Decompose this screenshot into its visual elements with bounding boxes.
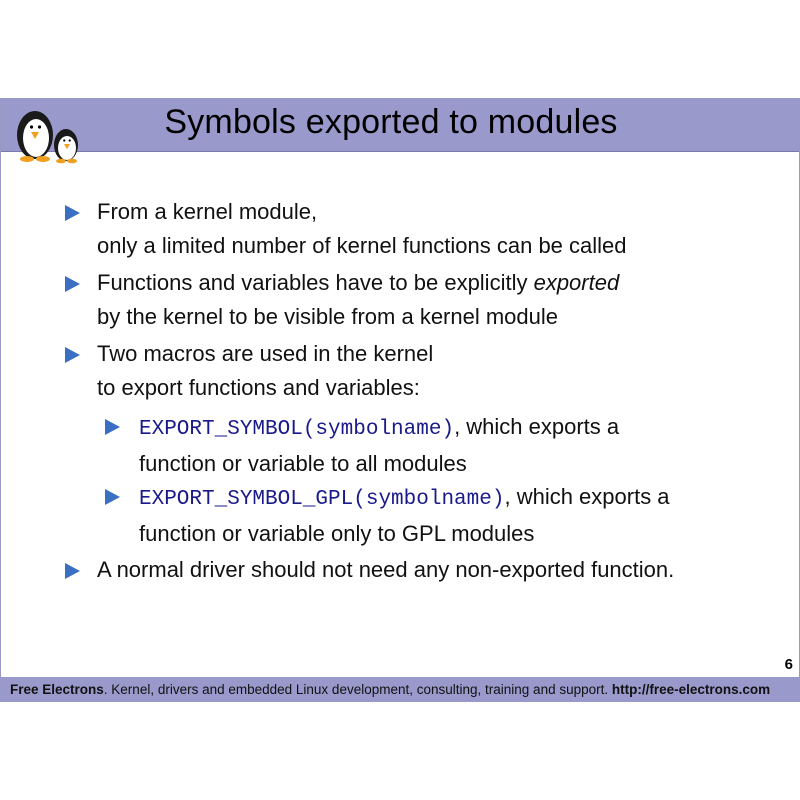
footer-url[interactable]: http://free-electrons.com <box>611 682 771 697</box>
sub-bullet-1 <box>139 410 619 481</box>
footer-brand: Free Electrons <box>10 682 104 697</box>
bullet-4 <box>97 553 674 587</box>
sub-bullet-2-rest: , which exports a <box>504 484 670 509</box>
footer-tagline: . Kernel, drivers and embedded Linux development, consulting, training and support. <box>103 682 612 697</box>
bullet-1 <box>97 195 627 263</box>
sub-bullet-1-line-2: function or variable to all modules <box>139 451 467 476</box>
slide <box>0 98 800 678</box>
export-symbol-code: EXPORT_SYMBOL(symbolname) <box>139 418 455 441</box>
bullet-3-line-1: Two macros are used in the kernel <box>97 341 434 366</box>
triangle-bullet-icon <box>105 419 120 435</box>
sub-bullet-1-rest: , which exports a <box>454 414 620 439</box>
footer <box>0 677 800 702</box>
sub-bullet-2-line-2: function or variable only to GPL modules <box>139 521 535 546</box>
triangle-bullet-icon <box>65 276 80 292</box>
bullet-2-line-1 <box>97 266 619 300</box>
bullet-2 <box>97 266 619 334</box>
bullet-1-line-2: only a limited number of kernel functions can be called <box>97 233 627 258</box>
bullet-1-line-1: From a kernel module, <box>97 199 318 224</box>
bullet-3 <box>97 337 433 405</box>
triangle-bullet-icon <box>105 489 120 505</box>
bullet-2-emphasis: exported <box>533 270 620 295</box>
bullet-3-line-2: to export functions and variables: <box>97 375 420 400</box>
bullet-2-line-1-text: Functions and variables have to be explicitly <box>97 270 534 295</box>
bullet-4-line-1: A normal driver should not need any non-exported function. <box>97 557 675 582</box>
triangle-bullet-icon <box>65 347 80 363</box>
sub-bullet-2 <box>139 480 670 551</box>
bullet-2-line-2: by the kernel to be visible from a kernel module <box>97 304 559 329</box>
export-symbol-gpl-code: EXPORT_SYMBOL_GPL(symbolname) <box>139 488 505 511</box>
sub-bullet-1-line-1 <box>139 410 619 447</box>
slide-title-text: Symbols exported to modules <box>164 103 618 141</box>
page-number: 6 <box>784 656 793 673</box>
triangle-bullet-icon <box>65 205 80 221</box>
slide-content <box>1 99 799 677</box>
sub-bullet-2-line-1 <box>139 480 670 517</box>
triangle-bullet-icon <box>65 563 80 579</box>
